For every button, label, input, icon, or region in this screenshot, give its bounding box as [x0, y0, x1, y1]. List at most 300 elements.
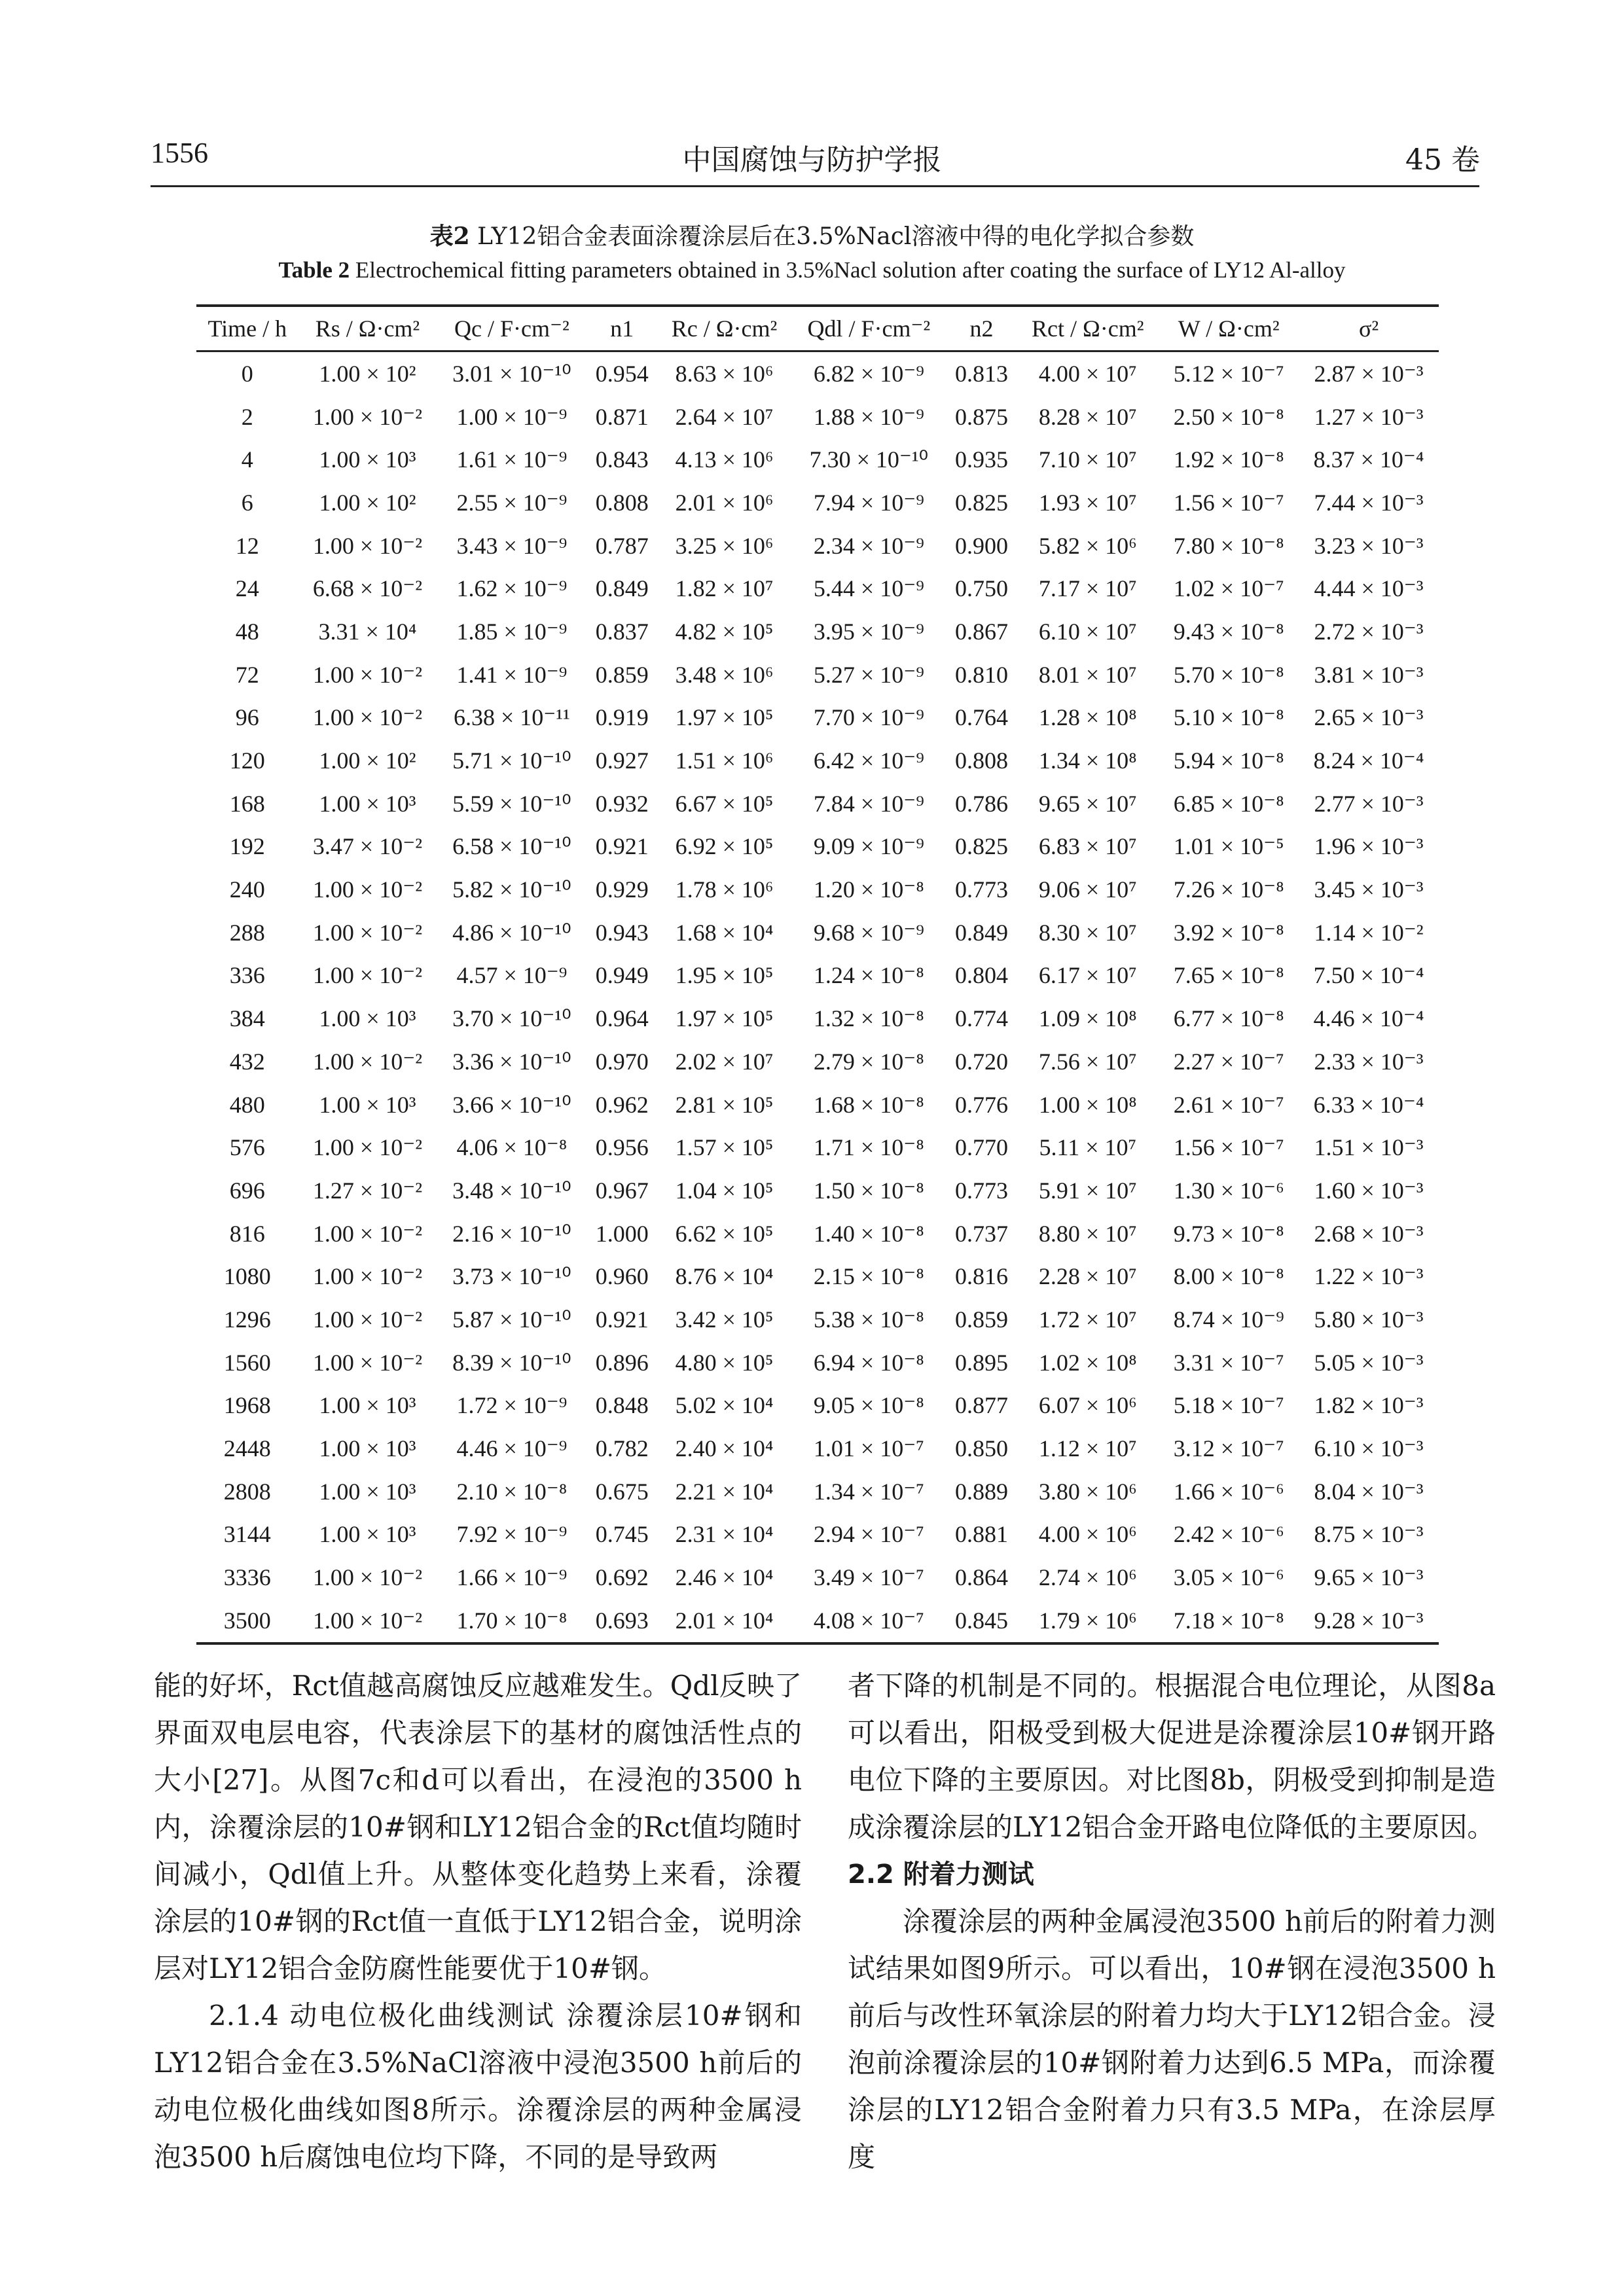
table-cell: 5.10 × 10⁻⁸ [1173, 704, 1284, 731]
table-cell: 12 [235, 532, 259, 559]
table-cell: 0.720 [954, 1048, 1008, 1075]
table-cell: 1.00 × 10⁻² [312, 1263, 423, 1290]
table-cell: 1.14 × 10⁻² [1314, 919, 1424, 946]
table-cell: 0.808 [954, 747, 1008, 774]
table-cell: 0.919 [595, 704, 649, 731]
table-cell: 0.927 [595, 747, 649, 774]
table-cell: 8.74 × 10⁻⁹ [1173, 1306, 1284, 1333]
table-cell: 6.85 × 10⁻⁸ [1173, 790, 1284, 817]
table-row [196, 351, 1439, 395]
table-cell: 1.50 × 10⁻⁸ [813, 1177, 924, 1204]
table-cell: 1.72 × 10⁷ [1038, 1306, 1137, 1333]
table-cell: 1.00 × 10² [319, 747, 416, 774]
table-cell: 0.956 [595, 1134, 649, 1161]
table-cell: 7.70 × 10⁻⁹ [813, 704, 924, 731]
table-cell: 0.867 [954, 618, 1008, 645]
table-cell: 1.00 × 10⁻² [312, 403, 423, 430]
volume-label: 45 卷 [1405, 143, 1480, 177]
table-cell: 1.00 × 10⁻² [312, 1564, 423, 1591]
table-caption-en [0, 257, 1624, 283]
table-cell: 1.22 × 10⁻³ [1314, 1263, 1424, 1290]
table-cell: 2.61 × 10⁻⁷ [1173, 1091, 1284, 1118]
table-cell: 0.943 [595, 919, 649, 946]
table-cell: 0 [241, 360, 253, 387]
table-cell: 3.05 × 10⁻⁶ [1173, 1564, 1284, 1591]
table-cell: 4 [241, 446, 253, 473]
table-title-en: Electrochemical fitting parameters obtained in 3.5%Nacl solution after coating the surface of LY12 Al-alloy [355, 257, 1346, 283]
table-cell: 384 [229, 1005, 265, 1032]
table-cell: 2.87 × 10⁻³ [1314, 360, 1424, 387]
table-row [196, 524, 1439, 567]
table-cell: 0.745 [595, 1521, 649, 1548]
subsection-heading: 2.1.4 动电位极化曲线测试 [209, 2000, 556, 2032]
table-cell: 1.00 × 10⁻² [312, 661, 423, 688]
table-cell: 5.80 × 10⁻³ [1314, 1306, 1424, 1333]
table-row [196, 1427, 1439, 1470]
table-cell: 0.954 [595, 360, 649, 387]
table-cell: 1.00 × 10⁻² [312, 1220, 423, 1247]
table-row [196, 782, 1439, 825]
table-cell: 1.00 × 10³ [319, 1392, 416, 1419]
table-cell: 1.00 × 10⁻² [312, 1134, 423, 1161]
table-row [196, 954, 1439, 997]
table-cell: 1.28 × 10⁸ [1038, 704, 1137, 731]
table-cell: 1.00 × 10² [319, 489, 416, 516]
table-cell: 5.82 × 10⁻¹⁰ [452, 876, 571, 903]
table-cell: 2.02 × 10⁷ [675, 1048, 774, 1075]
table-cell: 5.27 × 10⁻⁹ [813, 661, 924, 688]
table-cell: 5.91 × 10⁷ [1038, 1177, 1137, 1204]
table-cell: 1.41 × 10⁻⁹ [456, 661, 568, 688]
table-cell: 0.849 [954, 919, 1008, 946]
table-cell: 4.57 × 10⁻⁹ [456, 962, 568, 989]
table-cell: 288 [229, 919, 265, 946]
table-cell: 1.01 × 10⁻⁵ [1173, 833, 1284, 860]
table-cell: 2.46 × 10⁴ [675, 1564, 774, 1591]
table-cell: 1.97 × 10⁵ [675, 704, 774, 731]
table-cell: 9.65 × 10⁷ [1038, 790, 1137, 817]
table-cell: 7.94 × 10⁻⁹ [813, 489, 924, 516]
table-cell: 0.845 [947, 1599, 1017, 1643]
table-row [196, 1255, 1439, 1298]
table-cell: 7.10 × 10⁷ [1038, 446, 1137, 473]
table-cell: 0.871 [595, 403, 649, 430]
table-cell: 6.10 × 10⁻³ [1314, 1435, 1424, 1462]
table-cell: 0.782 [595, 1435, 649, 1462]
table-cell: 1.00 × 10⁻² [312, 919, 423, 946]
table-row [196, 825, 1439, 869]
table-cell: 2.33 × 10⁻³ [1314, 1048, 1424, 1075]
table-cell: 6.92 × 10⁵ [675, 833, 774, 860]
table-cell: 1.00 × 10² [319, 360, 416, 387]
table-row [196, 1169, 1439, 1212]
table-cell: 1.51 × 10⁶ [675, 747, 774, 774]
table-cell: 1.00 × 10³ [319, 1435, 416, 1462]
table-cell: 1.24 × 10⁻⁸ [813, 962, 924, 989]
header-qc: Qc / F·cm⁻² [437, 306, 586, 351]
table-cell: 0.921 [595, 1306, 649, 1333]
table-row [196, 610, 1439, 653]
table-cell: 2.55 × 10⁻⁹ [456, 489, 568, 516]
table-row [196, 1599, 1439, 1643]
table-cell: 3.36 × 10⁻¹⁰ [452, 1048, 571, 1075]
table-cell: 1.82 × 10⁷ [675, 575, 774, 602]
table-cell: 3.01 × 10⁻¹⁰ [452, 360, 571, 387]
table-cell: 0.935 [954, 446, 1008, 473]
table-row [196, 438, 1439, 481]
table-cell: 5.05 × 10⁻³ [1314, 1349, 1424, 1376]
header-sigma2: σ² [1299, 306, 1439, 351]
table-row [196, 1083, 1439, 1126]
body-left-column [154, 1662, 802, 2181]
table-cell: 3.49 × 10⁻⁷ [813, 1564, 924, 1591]
table-cell: 1968 [223, 1392, 271, 1419]
table-cell: 24 [235, 575, 259, 602]
table-cell: 3336 [223, 1564, 271, 1591]
table-cell: 1.68 × 10⁴ [675, 919, 774, 946]
table-row [196, 1384, 1439, 1427]
table-cell: 3.48 × 10⁻¹⁰ [452, 1177, 571, 1204]
table-cell: 1.82 × 10⁻³ [1314, 1392, 1424, 1419]
table-row [196, 997, 1439, 1040]
table-cell: 1.56 × 10⁻⁷ [1173, 489, 1284, 516]
body-paragraph [154, 1992, 802, 2181]
table-cell: 1.00 × 10⁻² [312, 1349, 423, 1376]
table-cell: 5.59 × 10⁻¹⁰ [452, 790, 571, 817]
table-cell: 1.00 × 10⁻² [312, 876, 423, 903]
table-cell: 1.96 × 10⁻³ [1314, 833, 1424, 860]
table-cell: 2.74 × 10⁶ [1038, 1564, 1137, 1591]
table-cell: 9.73 × 10⁻⁸ [1173, 1220, 1284, 1247]
table-row [196, 481, 1439, 524]
table-cell: 1080 [223, 1263, 271, 1290]
table-cell: 3.12 × 10⁻⁷ [1173, 1435, 1284, 1462]
table-cell: 3.81 × 10⁻³ [1314, 661, 1424, 688]
body-paragraph: 能的好坏，Rct值越高腐蚀反应越难发生。Qdl反映了界面双电层电容，代表涂层下的基材的腐蚀活性点的大小[27]。从图7c和d可以看出，在浸泡的3500 h内，涂覆涂层的10#钢和LY12铝合金的Rct值均随时间减小，Qdl值上升。从整体变化趋势上来看，涂覆涂层的10#钢的Rct值一直低于LY12铝合金，说明涂层对LY12铝合金防腐性能要优于10#钢。 [154, 1670, 802, 1984]
table-cell: 3.80 × 10⁶ [1038, 1478, 1137, 1505]
table-cell: 6.07 × 10⁶ [1038, 1392, 1137, 1419]
table-cell: 4.80 × 10⁵ [675, 1349, 774, 1376]
table-cell: 1.27 × 10⁻³ [1314, 403, 1424, 430]
page-number: 1556 [151, 137, 208, 169]
table-cell: 8.28 × 10⁷ [1038, 403, 1137, 430]
table-cell: 1.02 × 10⁻⁷ [1173, 575, 1284, 602]
table-cell: 1.00 × 10⁻² [298, 1599, 437, 1643]
table-cell: 1.00 × 10³ [319, 1521, 416, 1548]
table-cell: 3.48 × 10⁶ [675, 661, 774, 688]
table-cell: 4.46 × 10⁻⁹ [456, 1435, 568, 1462]
table-cell: 1.40 × 10⁻⁸ [813, 1220, 924, 1247]
table-cell: 6.17 × 10⁷ [1038, 962, 1137, 989]
table-cell: 0.808 [595, 489, 649, 516]
table-cell: 1.30 × 10⁻⁶ [1173, 1177, 1284, 1204]
table-cell: 9.68 × 10⁻⁹ [813, 919, 924, 946]
table-cell: 72 [235, 661, 259, 688]
table-cell: 9.09 × 10⁻⁹ [813, 833, 924, 860]
table-cell: 9.06 × 10⁷ [1038, 876, 1137, 903]
table-cell: 1.00 × 10⁻² [312, 1306, 423, 1333]
table-cell: 2.42 × 10⁻⁶ [1173, 1521, 1284, 1548]
table-cell: 0.770 [954, 1134, 1008, 1161]
table-cell: 8.01 × 10⁷ [1038, 661, 1137, 688]
table-cell: 816 [229, 1220, 265, 1247]
table-cell: 0.786 [954, 790, 1008, 817]
table-cell: 1.68 × 10⁻⁸ [813, 1091, 924, 1118]
table-cell: 0.774 [954, 1005, 1008, 1032]
table-cell: 7.92 × 10⁻⁹ [456, 1521, 568, 1548]
table-cell: 1.34 × 10⁻⁷ [813, 1478, 924, 1505]
table-cell: 192 [229, 833, 265, 860]
table-cell: 9.65 × 10⁻³ [1314, 1564, 1424, 1591]
table-cell: 2.79 × 10⁻⁸ [813, 1048, 924, 1075]
section-heading: 2.2 附着力测试 [848, 1859, 1034, 1890]
table-cell: 1.57 × 10⁵ [675, 1134, 774, 1161]
table-cell: 3.25 × 10⁶ [675, 532, 774, 559]
table-cell: 0.776 [954, 1091, 1008, 1118]
table-cell: 2.68 × 10⁻³ [1314, 1220, 1424, 1247]
table-cell: 1.00 × 10⁻² [312, 532, 423, 559]
table-cell: 0.895 [954, 1349, 1008, 1376]
table-row [196, 1513, 1439, 1556]
table-cell: 0.848 [595, 1392, 649, 1419]
table-cell: 2448 [223, 1435, 271, 1462]
table-cell: 2.94 × 10⁻⁷ [813, 1521, 924, 1548]
table-cell: 0.837 [595, 618, 649, 645]
table-cell: 432 [229, 1048, 265, 1075]
table-cell: 7.65 × 10⁻⁸ [1173, 962, 1284, 989]
table-cell: 0.825 [954, 489, 1008, 516]
header-time: Time / h [196, 306, 298, 351]
table-cell: 2.28 × 10⁷ [1038, 1263, 1137, 1290]
table-cell: 4.86 × 10⁻¹⁰ [452, 919, 571, 946]
table-cell: 2.15 × 10⁻⁸ [813, 1263, 924, 1290]
table-cell: 7.44 × 10⁻³ [1314, 489, 1424, 516]
table-cell: 6.82 × 10⁻⁹ [813, 360, 924, 387]
table-cell: 6.33 × 10⁻⁴ [1313, 1091, 1424, 1118]
table-cell: 4.44 × 10⁻³ [1314, 575, 1424, 602]
table-cell: 1.20 × 10⁻⁸ [813, 876, 924, 903]
table-cell: 2.77 × 10⁻³ [1314, 790, 1424, 817]
fitting-parameters-table [196, 304, 1439, 1645]
table-cell: 0.962 [595, 1091, 649, 1118]
table-cell: 0.921 [595, 833, 649, 860]
table-row [196, 653, 1439, 696]
table-cell: 6.38 × 10⁻¹¹ [453, 704, 570, 731]
table-cell: 8.37 × 10⁻⁴ [1313, 446, 1424, 473]
header-qdl: Qdl / F·cm⁻² [791, 306, 947, 351]
table-cell: 6.42 × 10⁻⁹ [813, 747, 924, 774]
table-row [196, 868, 1439, 911]
table-cell: 1.34 × 10⁸ [1038, 747, 1137, 774]
table-cell: 1.12 × 10⁷ [1038, 1435, 1137, 1462]
table-cell: 6.67 × 10⁵ [675, 790, 774, 817]
table-cell: 3.95 × 10⁻⁹ [813, 618, 924, 645]
table-cell: 0.964 [595, 1005, 649, 1032]
table-cell: 1560 [223, 1349, 271, 1376]
table-cell: 0.813 [954, 360, 1008, 387]
table-cell: 168 [229, 790, 265, 817]
table-cell: 1.85 × 10⁻⁹ [456, 618, 568, 645]
table-cell: 0.859 [954, 1306, 1008, 1333]
header-rc: Rc / Ω·cm² [657, 306, 791, 351]
table-cell: 1.000 [595, 1220, 649, 1247]
table-row [196, 1040, 1439, 1083]
table-cell: 2.10 × 10⁻⁸ [456, 1478, 568, 1505]
table-cell: 1.00 × 10⁻² [312, 1048, 423, 1075]
table-cell: 4.46 × 10⁻⁴ [1313, 1005, 1424, 1032]
table-cell: 8.24 × 10⁻⁴ [1313, 747, 1424, 774]
table-cell: 7.50 × 10⁻⁴ [1313, 962, 1424, 989]
header-rct: Rct / Ω·cm² [1017, 306, 1159, 351]
table-cell: 2.50 × 10⁻⁸ [1173, 403, 1284, 430]
table-cell: 2.64 × 10⁷ [675, 403, 774, 430]
table-cell: 0.900 [954, 532, 1008, 559]
table-cell: 8.80 × 10⁷ [1038, 1220, 1137, 1247]
table-cell: 48 [235, 618, 259, 645]
table-cell: 5.44 × 10⁻⁹ [813, 575, 924, 602]
table-cell: 0.896 [595, 1349, 649, 1376]
table-cell: 4.82 × 10⁵ [675, 618, 774, 645]
table-cell: 7.80 × 10⁻⁸ [1173, 532, 1284, 559]
table-row [196, 911, 1439, 954]
table-cell: 1.27 × 10⁻² [312, 1177, 423, 1204]
table-cell: 3.66 × 10⁻¹⁰ [452, 1091, 571, 1118]
table-cell: 3.43 × 10⁻⁹ [456, 532, 568, 559]
table-cell: 1.71 × 10⁻⁸ [813, 1134, 924, 1161]
table-cell: 5.11 × 10⁷ [1039, 1134, 1137, 1161]
table-cell: 0.810 [954, 661, 1008, 688]
table-cell: 4.08 × 10⁻⁷ [791, 1599, 947, 1643]
table-cell: 1.09 × 10⁸ [1038, 1005, 1137, 1032]
table-cell: 0.804 [954, 962, 1008, 989]
table-cell: 2.01 × 10⁴ [657, 1599, 791, 1643]
table-cell: 1.00 × 10⁻² [312, 704, 423, 731]
header-rule [151, 185, 1479, 187]
table-cell: 1.78 × 10⁶ [675, 876, 774, 903]
table-cell: 0.773 [954, 876, 1008, 903]
table-cell: 3.92 × 10⁻⁸ [1173, 919, 1284, 946]
table-cell: 7.18 × 10⁻⁸ [1159, 1599, 1299, 1643]
table-cell: 0.932 [595, 790, 649, 817]
table-cell: 2.40 × 10⁴ [675, 1435, 774, 1462]
table-row [196, 1556, 1439, 1599]
table-cell: 8.63 × 10⁶ [675, 360, 774, 387]
table-cell: 0.693 [586, 1599, 657, 1643]
table-cell: 3.42 × 10⁵ [675, 1306, 774, 1333]
table-cell: 1.56 × 10⁻⁷ [1173, 1134, 1284, 1161]
table-cell: 8.00 × 10⁻⁸ [1173, 1263, 1284, 1290]
table-cell: 3.31 × 10⁴ [318, 618, 417, 645]
table-cell: 0.764 [954, 704, 1008, 731]
journal-title: 中国腐蚀与防护学报 [682, 143, 942, 177]
table-row [196, 696, 1439, 740]
table-cell: 6.68 × 10⁻² [312, 575, 423, 602]
table-cell: 6.83 × 10⁷ [1038, 833, 1137, 860]
table-cell: 0.881 [954, 1521, 1008, 1548]
table-cell: 0.692 [595, 1564, 649, 1591]
table-cell: 2.65 × 10⁻³ [1314, 704, 1424, 731]
table-cell: 1.00 × 10³ [319, 1478, 416, 1505]
table-cell: 9.43 × 10⁻⁸ [1173, 618, 1284, 645]
table-cell: 0.825 [954, 833, 1008, 860]
table-cell: 1.61 × 10⁻⁹ [456, 446, 568, 473]
table-cell: 3.45 × 10⁻³ [1314, 876, 1424, 903]
table-cell: 2.01 × 10⁶ [675, 489, 774, 516]
table-cell: 3.31 × 10⁻⁷ [1173, 1349, 1284, 1376]
table-cell: 0.960 [595, 1263, 649, 1290]
table-cell: 2.16 × 10⁻¹⁰ [452, 1220, 571, 1247]
table-cell: 0.864 [954, 1564, 1008, 1591]
table-cell: 1.00 × 10⁸ [1038, 1091, 1137, 1118]
table-row [196, 1212, 1439, 1255]
table-cell: 0.849 [595, 575, 649, 602]
table-row [196, 567, 1439, 610]
table-cell: 0.889 [954, 1478, 1008, 1505]
table-cell: 8.04 × 10⁻³ [1314, 1478, 1424, 1505]
table-cell: 1.04 × 10⁵ [675, 1177, 774, 1204]
table-cell: 5.38 × 10⁻⁸ [813, 1306, 924, 1333]
table-cell: 696 [229, 1177, 265, 1204]
table-title-cn: LY12铝合金表面涂覆涂层后在3.5%Nacl溶液中得的电化学拟合参数 [477, 223, 1195, 250]
table-row [196, 1298, 1439, 1341]
table-cell: 3.47 × 10⁻² [312, 833, 423, 860]
table-caption-cn [0, 218, 1624, 251]
table-cell: 4.00 × 10⁶ [1038, 1521, 1137, 1548]
table-cell: 5.70 × 10⁻⁸ [1173, 661, 1284, 688]
table-cell: 2.72 × 10⁻³ [1314, 618, 1424, 645]
body-paragraph-text: 涂覆涂层10#钢和LY12铝合金在3.5%NaCl溶液中浸泡3500 h前后的动电位极化曲线如图8所示。涂覆涂层的两种金属浸泡3500 h后腐蚀电位均下降，不同的是导致两 [154, 2000, 802, 2173]
table-cell: 1.70 × 10⁻⁸ [437, 1599, 586, 1643]
table-cell: 1.95 × 10⁵ [675, 962, 774, 989]
table-cell: 0.877 [954, 1392, 1008, 1419]
table-cell: 240 [229, 876, 265, 903]
table-cell: 7.56 × 10⁷ [1038, 1048, 1137, 1075]
table-cell: 5.18 × 10⁻⁷ [1173, 1392, 1284, 1419]
table-header-row [196, 306, 1439, 351]
table-cell: 4.06 × 10⁻⁸ [456, 1134, 568, 1161]
table-cell: 2.21 × 10⁴ [675, 1478, 774, 1505]
table-cell: 1.00 × 10⁻⁹ [456, 403, 568, 430]
table-cell: 1.62 × 10⁻⁹ [456, 575, 568, 602]
table-cell: 1.00 × 10³ [319, 790, 416, 817]
table-cell: 5.82 × 10⁶ [1038, 532, 1137, 559]
table-cell: 0.949 [595, 962, 649, 989]
table-cell: 1.66 × 10⁻⁹ [456, 1564, 568, 1591]
table-cell: 0.970 [595, 1048, 649, 1075]
table-cell: 5.12 × 10⁻⁷ [1173, 360, 1284, 387]
table-cell: 2.81 × 10⁵ [675, 1091, 774, 1118]
table-cell: 3.23 × 10⁻³ [1314, 532, 1424, 559]
table-cell: 6.62 × 10⁵ [675, 1220, 774, 1247]
table-cell: 6 [241, 489, 253, 516]
table-cell: 2.31 × 10⁴ [675, 1521, 774, 1548]
body-right-column [848, 1662, 1496, 2181]
table-cell: 1.02 × 10⁸ [1038, 1349, 1137, 1376]
table-cell: 1296 [223, 1306, 271, 1333]
table-cell: 2.34 × 10⁻⁹ [813, 532, 924, 559]
table-body [196, 351, 1439, 1643]
table-cell: 7.26 × 10⁻⁸ [1173, 876, 1284, 903]
table-cell: 8.75 × 10⁻³ [1314, 1521, 1424, 1548]
table-row [196, 1341, 1439, 1384]
table-row [196, 395, 1439, 439]
table-cell: 1.88 × 10⁻⁹ [813, 403, 924, 430]
header-w: W / Ω·cm² [1159, 306, 1299, 351]
table-cell: 576 [229, 1134, 265, 1161]
header-rs: Rs / Ω·cm² [298, 306, 437, 351]
table-cell: 5.94 × 10⁻⁸ [1173, 747, 1284, 774]
table-cell: 1.72 × 10⁻⁹ [456, 1392, 568, 1419]
